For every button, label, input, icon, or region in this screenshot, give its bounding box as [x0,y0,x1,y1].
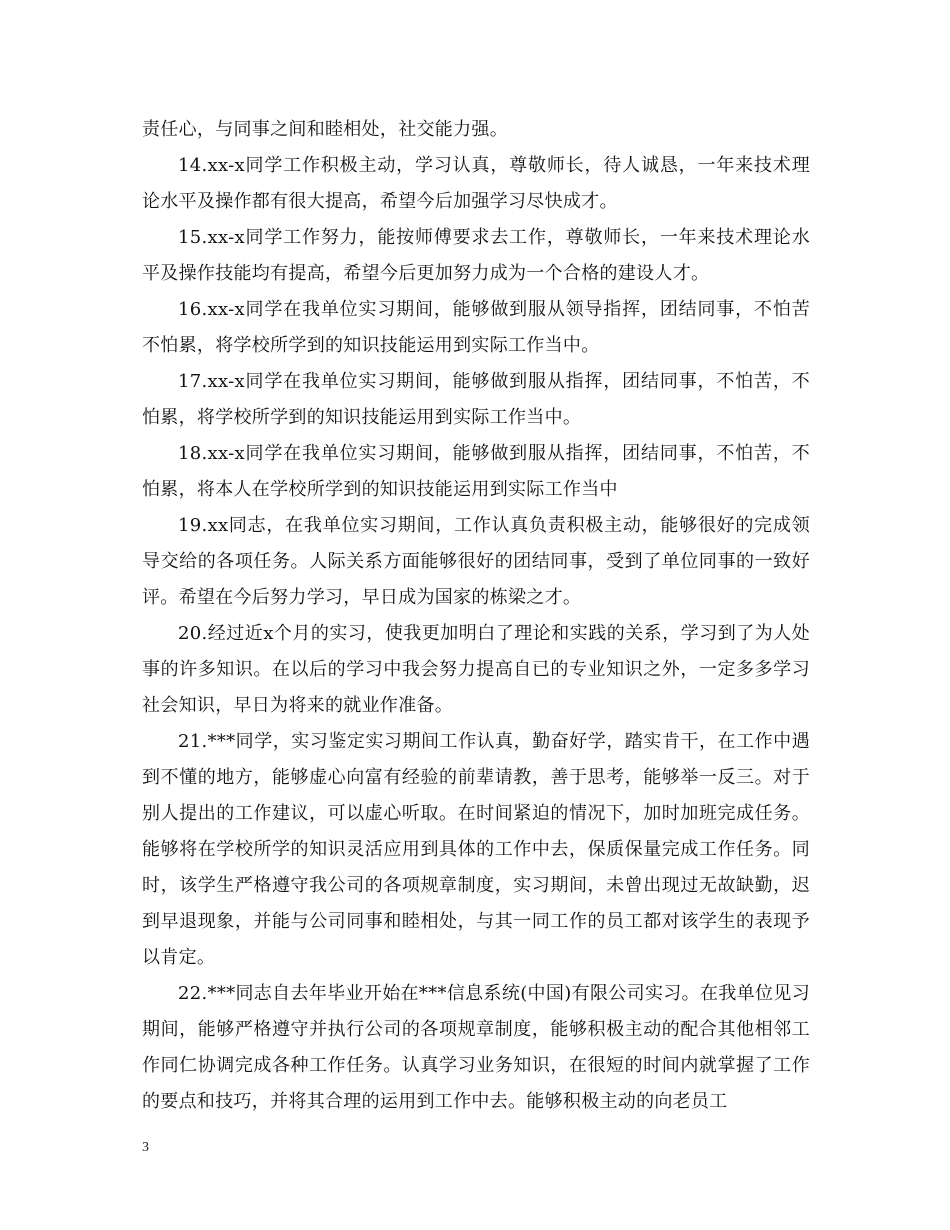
paragraph-item-22: 22.***同志自去年毕业开始在***信息系统(中国)有限公司实习。在我单位见习期间，能够严格遵守并执行公司的各项规章制度，能够积极主动的配合其他相邻工作同仁协调完成各种工作任务。认真学习业务知识，在很短的时间内就掌握了工作的要点和技巧，并将其合理的运用到工作中去。能够积极主动的向老员工 [142,983,810,1112]
paragraph-item-15: 15.xx-x同学工作努力，能按师傅要求去工作，尊敬师长，一年来技术理论水平及操作技能均有提高，希望今后更加努力成为一个合格的建设人才。 [142,227,810,284]
document-body [142,112,810,1120]
paragraph-continuation: 责任心，与同事之间和睦相处，社交能力强。 [142,119,508,140]
paragraph-item-21: 21.***同学，实习鉴定实习期间工作认真，勤奋好学，踏实肯干，在工作中遇到不懂的地方，能够虚心向富有经验的前辈请教，善于思考，能够举一反三。对于别人提出的工作建议，可以虚心听取。在时间紧迫的情况下，加时加班完成任务。能够将在学校所学的知识灵活应用到具体的工作中去，保质保量完成工作任务。同时，该学生严格遵守我公司的各项规章制度，实习期间，未曾出现过无故缺勤，迟到早退现象，并能与公司同事和睦相处，与其一同工作的员工都对该学生的表现予以肯定。 [142,731,810,968]
paragraph-item-14: 14.xx-x同学工作积极主动，学习认真，尊敬师长，待人诚恳，一年来技术理论水平及操作都有很大提高，希望今后加强学习尽快成才。 [142,155,810,212]
paragraph-item-16: 16.xx-x同学在我单位实习期间，能够做到服从领导指挥，团结同事，不怕苦不怕累，将学校所学到的知识技能运用到实际工作当中。 [142,299,810,356]
paragraph-item-17: 17.xx-x同学在我单位实习期间，能够做到服从指挥，团结同事，不怕苦，不怕累，将学校所学到的知识技能运用到实际工作当中。 [142,371,810,428]
page-number: 3 [142,1140,149,1155]
paragraph-item-18: 18.xx-x同学在我单位实习期间，能够做到服从指挥，团结同事，不怕苦，不怕累，将本人在学校所学到的知识技能运用到实际工作当中 [142,443,810,500]
paragraph-item-19: 19.xx同志，在我单位实习期间，工作认真负责积极主动，能够很好的完成领导交给的各项任务。人际关系方面能够很好的团结同事，受到了单位同事的一致好评。希望在今后努力学习，早日成为国家的栋梁之才。 [142,515,810,608]
paragraph-item-20: 20.经过近x个月的实习，使我更加明白了理论和实践的关系，学习到了为人处事的许多知识。在以后的学习中我会努力提高自已的专业知识之外，一定多多学习社会知识，早日为将来的就业作准备。 [142,623,810,716]
